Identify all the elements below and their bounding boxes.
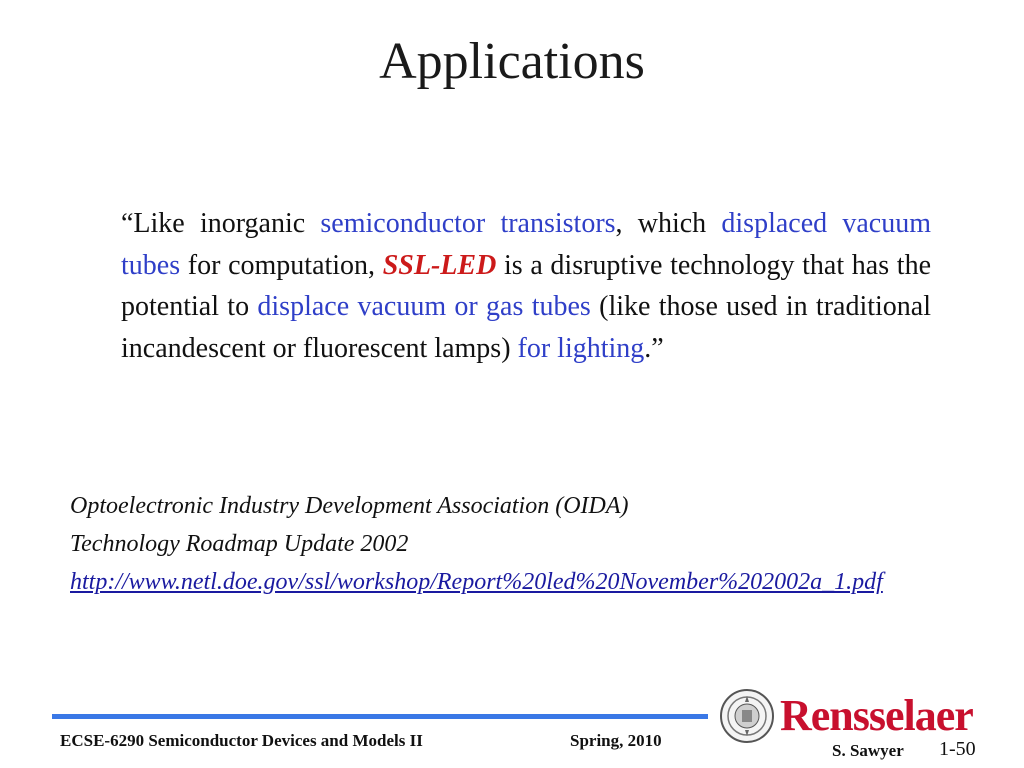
course-name: ECSE-6290 Semiconductor Devices and Models II [60,731,423,750]
quote-highlight: displaced vacuum tubes [121,208,931,281]
ssl-led-term: SSL-LED [382,249,497,281]
quote-block [121,203,931,369]
quote-text: for computation, [180,249,383,281]
quote-text: .” [644,332,664,364]
author-name: S. Sawyer [832,741,904,760]
quote-highlight: displace vacuum or gas tubes [257,291,591,322]
footer-divider [52,714,708,719]
quote-highlight: semiconductor transistors [320,208,616,239]
quote-text: “Like inorganic [121,208,321,239]
page-number: 1-50 [939,738,976,760]
quote-highlight: for lighting [517,332,645,364]
quote-text: , which [615,208,722,239]
citation-organization: Optoelectronic Industry Development Association (OIDA) [70,493,629,519]
university-seal-icon [719,688,775,744]
quote-text: is a disruptive technology that has the potential to [121,249,931,322]
citation-block [70,487,910,601]
citation-document: Technology Roadmap Update 2002 [70,531,409,557]
slide-title: Applications [379,33,645,90]
term-label: Spring, 2010 [570,731,662,750]
rensselaer-logo: Rensselaer [780,691,973,740]
citation-link[interactable]: http://www.netl.doe.gov/ssl/workshop/Report%20led%20November%202002a_1.pdf [70,569,883,595]
quote-text: (like those used in traditional incandescent or fluorescent lamps) [121,291,932,364]
